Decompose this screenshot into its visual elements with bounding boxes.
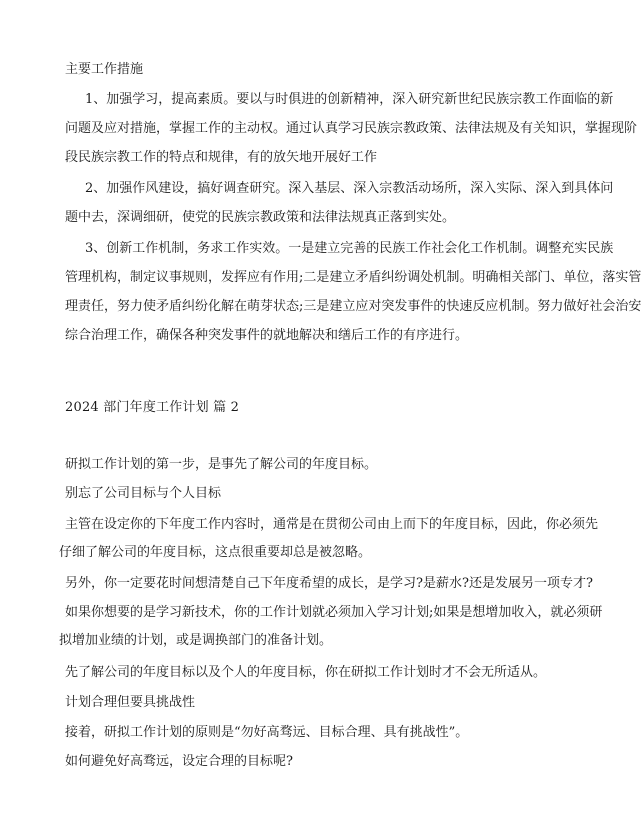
- paragraph-a: 研拟工作计划的第一步，是事先了解公司的年度目标。: [65, 457, 378, 472]
- paragraph-1-line-1: 1、加强学习，提高素质。要以与时俱进的创新精神，深入研究新世纪民族宗教工作面临的新: [85, 92, 614, 107]
- paragraph-i: 如何避免好高骛远，设定合理的目标呢?: [65, 754, 293, 769]
- paragraph-3-line-2: 管理机构，制定议事规则，发挥应有作用;二是建立矛盾纠纷调处机制。明确相关部门、单位，落实管: [65, 270, 641, 285]
- section-title: 2024 部门年度工作计划 篇 2: [65, 400, 240, 415]
- paragraph-f: 先了解公司的年度目标以及个人的年度目标，你在研拟工作计划时才不会无所适从。: [65, 665, 547, 680]
- paragraph-3-line-3: 理责任，努力使矛盾纠纷化解在萌芽状态;三是建立应对突发事件的快速反应机制。努力做好社会治安: [65, 299, 641, 314]
- paragraph-3-line-1: 3、创新工作机制，务求工作实效。一是建立完善的民族工作社会化工作机制。调整充实民族: [85, 241, 614, 256]
- paragraph-2-line-1: 2、加强作风建设，搞好调查研究。深入基层、深入宗教活动场所，深入实际、深入到具体问: [85, 181, 614, 196]
- paragraph-h: 接着，研拟工作计划的原则是“勿好高骛远、目标合理、具有挑战性”。: [65, 725, 469, 740]
- paragraph-1-line-3: 段民族宗教工作的特点和规律，有的放矢地开展好工作: [65, 150, 378, 165]
- paragraph-e-line-1: 如果你想要的是学习新技术，你的工作计划就必须加入学习计划;如果是想增加收入，就必须研: [65, 605, 603, 620]
- paragraph-c-line-1: 主管在设定你的下年度工作内容时，通常是在贯彻公司由上而下的年度目标，因此，你必须先: [65, 517, 599, 532]
- paragraph-d: 另外，你一定要花时间想清楚自己下年度希望的成长，是学习?是薪水?还是发展另一项专才?: [65, 576, 593, 591]
- paragraph-3-line-4: 综合治理工作，确保各种突发事件的就地解决和缮后工作的有序进行。: [65, 328, 469, 343]
- paragraph-1-line-2: 问题及应对措施，掌握工作的主动权。通过认真学习民族宗教政策、法律法规及有关知识，掌握现阶: [65, 121, 638, 136]
- paragraph-c-line-2: 仔细了解公司的年度目标，这点很重要却总是被忽略。: [59, 545, 372, 560]
- paragraph-b: 别忘了公司目标与个人目标: [65, 486, 222, 501]
- paragraph-e-line-2: 拟增加业绩的计划，或是调换部门的准备计划。: [59, 633, 333, 648]
- section-heading: 主要工作措施: [65, 62, 144, 77]
- paragraph-g: 计划合理但要具挑战性: [65, 695, 196, 710]
- paragraph-2-line-2: 题中去，深调细研，使党的民族宗教政策和法律法规真正落到实处。: [65, 210, 456, 225]
